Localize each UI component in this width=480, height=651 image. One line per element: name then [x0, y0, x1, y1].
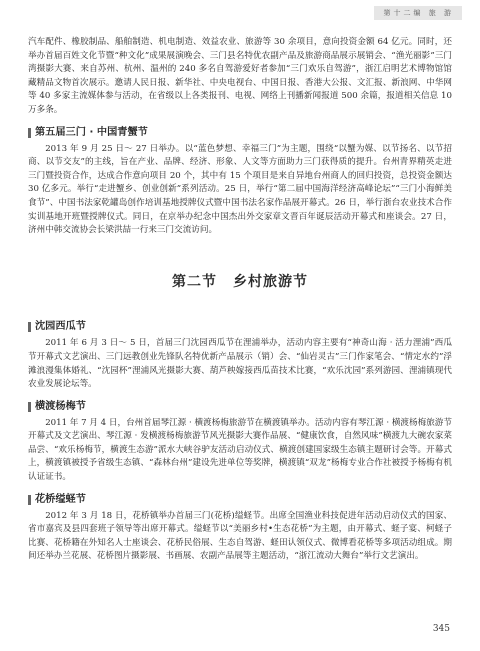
- subsection-title: 花桥缢蛏节: [35, 493, 86, 505]
- page-body: [28, 36, 452, 564]
- paragraph: 2011 年 7 月 4 日，台州首届琴江源 · 横渡杨梅旅游节在横渡镇举办。活动内容有琴江源 · 横渡杨梅旅游节开幕式及文艺演出、琴江源 · 发横渡杨梅旅游节风光摄影大赛作品展、“健康饮食，自然风味”横渡九大碗农家菜品尝、“欢乐杨梅节，横渡生态游”派水大峡谷驴友活动启动仪式、横渡创建国家级生态镇主题研讨会等。开幕式上，横渡镇被授予省级生态镇、“森林台州”建设先进单位等奖牌，横渡镇“双龙”杨梅专业合作社被授予杨梅有机认证证书。: [28, 417, 452, 483]
- subsection-title: 第五届三门 · 中国青蟹节: [35, 126, 148, 138]
- heading-marker-bar: [28, 322, 31, 332]
- heading-marker-bar: [28, 402, 31, 412]
- paragraph: 2013 年 9 月 25 日～ 27 日举办。以“蓝色梦想、幸福三门”为主题，围绕“以蟹为媒、以节扬名、以节招商、以节交友”的主线，旨在产业、品牌、经济、形象、人文等方面助力三门获得质的提升。台州青界精英走进三门暨投资合作，达成合作意向项目 20 个，其中有 15 个项目是来自异地台州商人的回归投资，总投资金额达 30 亿多元。举行“走进蟹乡、创业创新”系列活动。25 日，举行“第二届中国海洋经济高峰论坛”“三门小海鲜美食节”、中国书法家乾罐岛创作培训基地授牌仪式暨中国书法名家作品展开幕式。26 日，举行浙台农业技术合作实训基地开班暨授牌仪式。同日，在京举办纪念中国杰出外交家章文晋百年诞辰活动开幕式和座谈会。27 日，济州中韩交流协会长梁洪喆一行来三门交流访问。: [28, 143, 452, 236]
- section-heading: [28, 273, 452, 290]
- subsection-heading: [28, 399, 452, 415]
- paragraph: 2012 年 3 月 18 日，花桥镇举办首届三门(花桥)缢蛏节。出席全国渔业科技促进年活动启动仪式的国家、省市嘉宾及县四套班子领导等出席开幕式。缢蛏节以“美丽乡村•生态花桥”为主题，由开幕式、蛏子宴、柯蛏子比赛、花桥籍在外知名人士座谈会、花桥民俗展、生态自驾游、蛏田认领仪式、微博看花桥等多项活动组成。期间还举办兰花展、花桥图片摄影展、书画展、农副产品展等主题活动，“浙江流动大舞台”举行文艺演出。: [28, 510, 452, 562]
- subsection-heading: [28, 125, 452, 141]
- running-head: 第十二编 旅 游: [374, 6, 462, 20]
- heading-marker-bar: [28, 495, 31, 505]
- subsection-title: 横渡杨梅节: [35, 400, 86, 412]
- subsection-heading: [28, 492, 452, 508]
- heading-marker-bar: [28, 128, 31, 138]
- paragraph: 2011 年 6 月 3 日～ 5 日，首届三门沈园西瓜节在浬浦举办，活动内容主要有“神奇山海 · 活力浬浦”西瓜节开幕式文艺演出、三门远教创业先锋队名特优新产品展示（销）会、“仙岩灵古”三门作家笔会、“情定水约”浮滩浪漫集体婚礼、“沈园杯”浬浦风光摄影大赛、葫芦秧嫁接西瓜苗技术比赛，“欢乐沈园”系列游园、浬浦镇现代农业发展论坛等。: [28, 338, 452, 390]
- subsection-title: 沈园西瓜节: [35, 321, 86, 333]
- page-number: 345: [432, 624, 450, 634]
- paragraph: 汽车配件、橡胶制品、船舶制造、机电制造、效益农业、旅游等 30 余项目，意向投资金额 64 亿元。同时，还举办首届百姓文化节暨“种文化”成果展演晚会、三门县名特优农副产品及旅游商品展示展销会、“渔光丽影”三门湾摄影大赛、来自苏州、杭州、温州的 240 多名自驾游爱好者参加“三门欢乐自驾游”，浙江启明艺术博物馆馆藏精品文物首次展示。邀请人民日报、新华社、中央电视台、中国日报、香港大公报、文汇报、新浪网、中华网等 40 多家主流媒体参与活动，在省级以上各类报刊、电视、网络上刊播新闻报道 500 余篇，报道相关信息 10 万多条。: [28, 37, 452, 115]
- subsection-heading: [28, 319, 452, 335]
- section-number: 第二节: [172, 273, 217, 290]
- section-title: 乡村旅游节: [233, 273, 308, 290]
